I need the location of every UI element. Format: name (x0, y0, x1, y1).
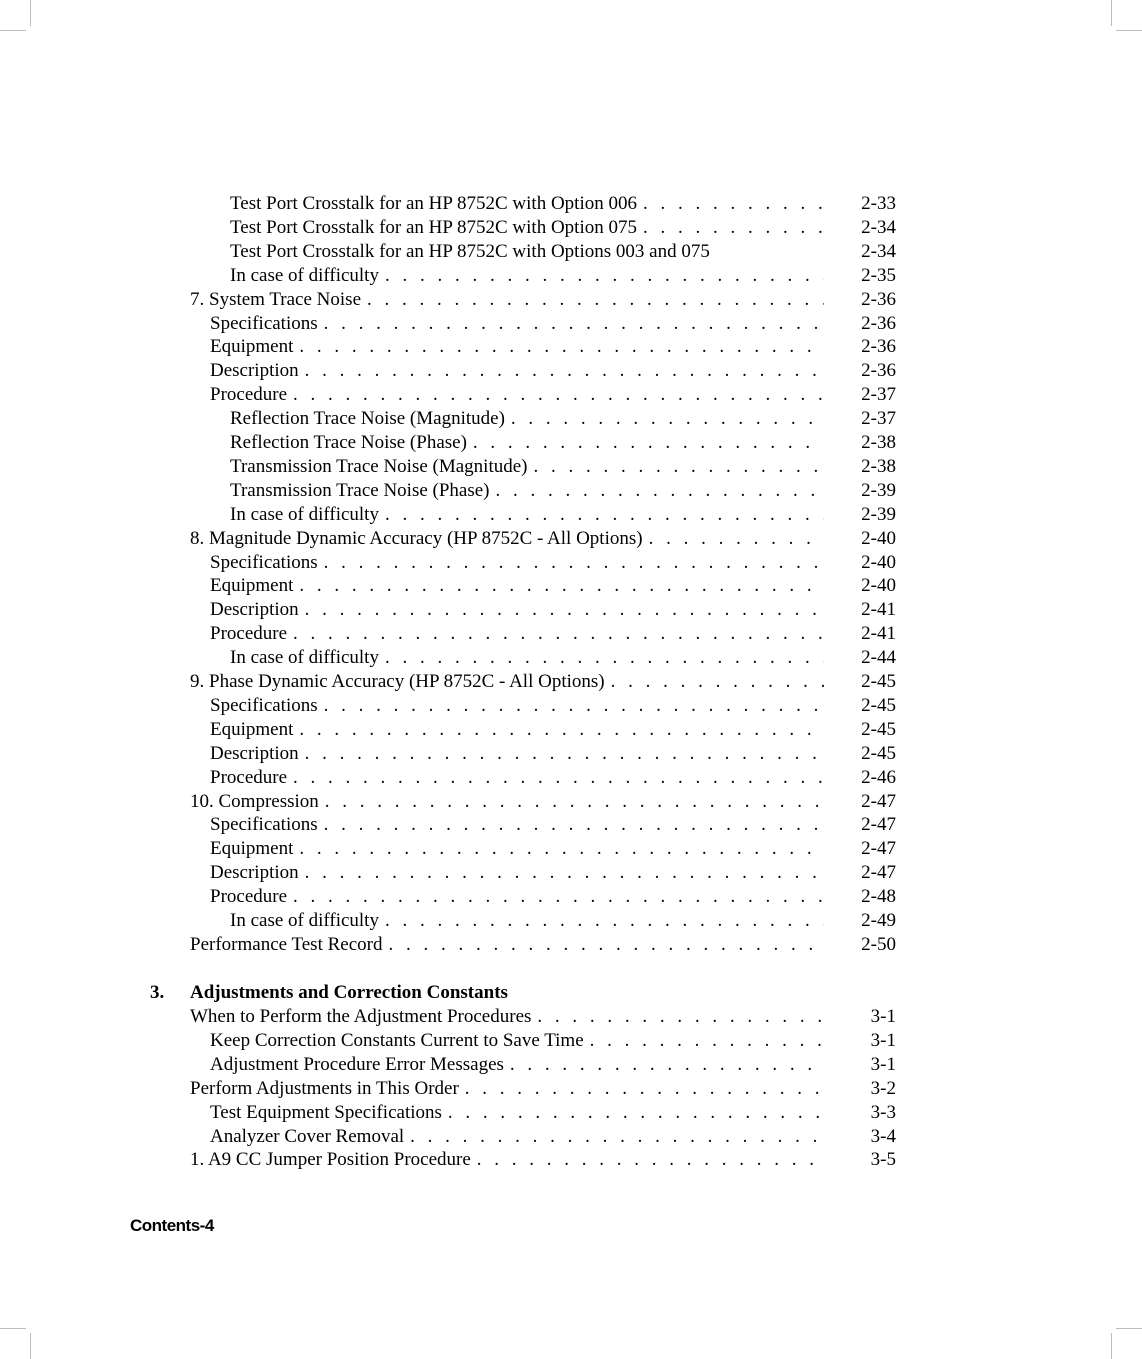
toc-entry-title: Transmission Trace Noise (Magnitude) (230, 455, 528, 477)
toc-entry-title: 1. A9 CC Jumper Position Procedure (190, 1149, 471, 1171)
toc-entry-page: 2-49 (861, 910, 896, 931)
toc-entry-title: Procedure (210, 623, 288, 645)
toc-entry-title: Reflection Trace Noise (Magnitude) (230, 408, 505, 430)
toc-entry-page: 3-1 (870, 1006, 896, 1027)
crop-mark (1116, 30, 1142, 31)
toc-entry-title: Procedure (210, 886, 288, 908)
dot-leader (324, 813, 824, 837)
toc-entry-page: 2-50 (861, 933, 896, 955)
toc-entry[interactable] (210, 694, 896, 718)
dot-leader (511, 407, 824, 431)
toc-entry-page: 2-39 (861, 479, 896, 501)
toc-entry-title: Specifications (210, 551, 318, 573)
toc-entry[interactable] (190, 933, 896, 957)
toc-entry-title: Procedure (210, 384, 288, 406)
toc-entry[interactable] (210, 1125, 896, 1149)
dot-leader (324, 312, 824, 336)
dot-leader (649, 527, 824, 551)
dot-leader (324, 551, 824, 575)
toc-entry-title: Equipment (210, 718, 294, 740)
toc-entry-page: 2-47 (861, 790, 896, 812)
toc-entry[interactable] (230, 264, 896, 288)
toc-entry-title: When to Perform the Adjustment Procedures (190, 1006, 532, 1027)
toc-entry-page: 2-40 (861, 527, 896, 549)
toc-entry-title: Description (210, 599, 299, 621)
toc-entry[interactable] (230, 240, 896, 264)
toc-entry[interactable] (210, 335, 896, 359)
toc-entry[interactable] (230, 455, 896, 479)
toc-entry-page: 2-47 (861, 838, 896, 860)
dot-leader (385, 909, 824, 933)
toc-entry[interactable] (210, 813, 896, 837)
toc-entry-title: 10. Compression (190, 790, 319, 812)
toc-entry-title: 9. Phase Dynamic Accuracy (HP 8752C - All Options) (190, 671, 605, 692)
toc-entry-title: Description (210, 742, 299, 764)
crop-mark (1111, 1333, 1112, 1359)
toc-entry-title: 7. System Trace Noise (190, 288, 361, 310)
dot-leader (293, 766, 824, 790)
dot-leader (465, 1077, 824, 1101)
dot-leader (448, 1101, 824, 1125)
toc-entry-page: 2-47 (861, 814, 896, 836)
toc-entry[interactable] (210, 383, 896, 407)
toc-entry-page: 3-1 (870, 1053, 896, 1075)
toc-entry-page: 2-45 (861, 742, 896, 764)
toc-entry[interactable] (210, 861, 896, 885)
toc-entry-page: 2-46 (861, 766, 896, 788)
toc-entry-title: Performance Test Record (190, 933, 383, 955)
toc-entry-page: 3-1 (870, 1029, 896, 1051)
toc-entry-title: In case of difficulty (230, 647, 379, 669)
toc-entry-title: In case of difficulty (230, 264, 379, 286)
toc-entry[interactable] (210, 1029, 896, 1053)
dot-leader (496, 479, 825, 503)
dot-leader (611, 670, 824, 694)
toc-entry-page: 3-4 (870, 1125, 896, 1147)
toc-entry[interactable] (210, 718, 896, 742)
toc-entry-page: 2-48 (861, 886, 896, 908)
dot-leader (537, 1005, 824, 1029)
dot-leader (293, 383, 824, 407)
page-footer: Contents-4 (130, 1216, 214, 1235)
crop-mark (1116, 1328, 1142, 1329)
toc-entry-title: Test Port Crosstalk for an HP 8752C with Option 075 (230, 216, 637, 238)
toc-entry[interactable] (210, 312, 896, 336)
toc-entry-title: Specifications (210, 694, 318, 716)
toc-entry[interactable] (210, 598, 896, 622)
toc-entry-page: 2-47 (861, 862, 896, 884)
toc-entry-page: 2-36 (861, 288, 896, 310)
toc-entry-page: 2-34 (861, 216, 896, 238)
toc-entry[interactable] (210, 622, 896, 646)
toc-entry-title: Equipment (210, 575, 294, 597)
toc-entry[interactable] (190, 288, 896, 312)
dot-leader (385, 503, 824, 527)
dot-leader (477, 1148, 824, 1172)
dot-leader (388, 933, 824, 957)
dot-leader (325, 790, 824, 814)
crop-mark (30, 1333, 31, 1359)
dot-leader (534, 455, 825, 479)
toc-entry-title: Adjustment Procedure Error Messages (210, 1053, 504, 1075)
toc-entry-page: 2-34 (861, 240, 896, 262)
toc-entry[interactable] (230, 431, 896, 455)
toc-entry[interactable] (190, 790, 896, 814)
dot-leader (473, 431, 824, 455)
toc-entry-page: 2-36 (861, 312, 896, 334)
toc-entry-page: 2-33 (861, 193, 896, 214)
toc-entry-page: 3-3 (870, 1101, 896, 1123)
toc-entry-title: Test Equipment Specifications (210, 1101, 442, 1123)
toc-entry-page: 2-40 (861, 575, 896, 597)
toc-entry[interactable] (230, 909, 896, 933)
toc-entry[interactable] (230, 503, 896, 527)
crop-mark (0, 1328, 26, 1329)
toc-entry-title: Keep Correction Constants Current to Save Time (210, 1029, 584, 1051)
dot-leader (385, 646, 824, 670)
dot-leader (590, 1029, 824, 1053)
toc-entry-title: Specifications (210, 814, 318, 836)
toc-entry[interactable] (210, 1101, 896, 1125)
toc-entry-title: Reflection Trace Noise (Phase) (230, 432, 467, 453)
toc-entry-title: Perform Adjustments in This Order (190, 1077, 459, 1099)
toc-entry-page: 2-45 (861, 718, 896, 740)
toc-entry-title: Test Port Crosstalk for an HP 8752C with Options 003 and 075 (230, 240, 710, 262)
toc-entry-title: Equipment (210, 838, 294, 860)
dot-leader (305, 598, 824, 622)
toc-entry-page: 2-44 (861, 647, 896, 669)
toc-entry-page: 2-41 (861, 623, 896, 645)
toc-entry[interactable] (190, 527, 896, 551)
crop-mark (30, 0, 31, 26)
crop-mark (1111, 0, 1112, 26)
dot-leader (305, 742, 824, 766)
toc-entry-page: 2-35 (861, 264, 896, 286)
toc-entry-title: Specifications (210, 312, 318, 334)
toc-entry-page: 2-39 (861, 503, 896, 525)
toc-entry[interactable] (230, 216, 896, 240)
dot-leader (643, 192, 824, 216)
dot-leader (305, 359, 824, 383)
dot-leader (643, 216, 824, 240)
dot-leader (299, 718, 824, 742)
dot-leader (510, 1053, 824, 1077)
toc-entry[interactable] (230, 407, 896, 431)
dot-leader (299, 335, 824, 359)
toc-entry-page: 3-5 (870, 1149, 896, 1171)
dot-leader (293, 622, 824, 646)
toc-entry[interactable] (210, 766, 896, 790)
toc-entry-page: 3-2 (870, 1077, 896, 1099)
dot-leader (299, 574, 824, 598)
toc-entry-title: Equipment (210, 336, 294, 358)
toc-entry-page: 2-36 (861, 336, 896, 358)
toc-entry[interactable] (190, 1148, 896, 1172)
toc-entry-page: 2-38 (861, 432, 896, 453)
toc-entry-title: Test Port Crosstalk for an HP 8752C with Option 006 (230, 193, 637, 214)
dot-leader (385, 264, 824, 288)
toc-entry[interactable] (210, 1053, 896, 1077)
toc-entry-title: Transmission Trace Noise (Phase) (230, 479, 490, 501)
toc-entry-title: 8. Magnitude Dynamic Accuracy (HP 8752C - All Options) (190, 527, 643, 549)
dot-leader (293, 885, 824, 909)
toc-entry[interactable] (230, 646, 896, 670)
toc-entry[interactable] (210, 742, 896, 766)
toc-entry-page: 2-37 (861, 384, 896, 406)
toc-entry-page: 2-40 (861, 551, 896, 573)
toc-entry[interactable] (190, 1005, 896, 1029)
toc-entry-page: 2-37 (861, 408, 896, 430)
toc-entry-title: Description (210, 360, 299, 382)
dot-leader (367, 288, 824, 312)
toc-entry[interactable] (190, 1077, 896, 1101)
toc-entry-page: 2-45 (861, 694, 896, 716)
chapter-title: Adjustments and Correction Constants (190, 982, 508, 1003)
toc-entry-page: 2-38 (861, 455, 896, 477)
toc-entry[interactable] (190, 670, 896, 694)
toc-entry-title: Description (210, 862, 299, 884)
toc-entry-title: Procedure (210, 766, 288, 788)
dot-leader (305, 861, 824, 885)
crop-mark (0, 30, 26, 31)
toc-entry-title: In case of difficulty (230, 910, 379, 931)
dot-leader (299, 837, 824, 861)
toc-entry-page: 2-41 (861, 599, 896, 621)
toc-entry-page: 2-45 (861, 671, 896, 692)
toc-entry-page: 2-36 (861, 360, 896, 382)
dot-leader (410, 1125, 824, 1149)
dot-leader (324, 694, 824, 718)
toc-entry-title: In case of difficulty (230, 503, 379, 525)
toc-entry[interactable] (210, 837, 896, 861)
toc-entry-title: Analyzer Cover Removal (210, 1125, 405, 1147)
toc-entry[interactable] (210, 885, 896, 909)
toc-entry[interactable] (230, 479, 896, 503)
toc-entry[interactable] (230, 192, 896, 216)
chapter-number: 3. (150, 982, 165, 1003)
toc-entry[interactable] (210, 551, 896, 575)
toc-entry[interactable] (210, 359, 896, 383)
toc-entry[interactable] (210, 574, 896, 598)
